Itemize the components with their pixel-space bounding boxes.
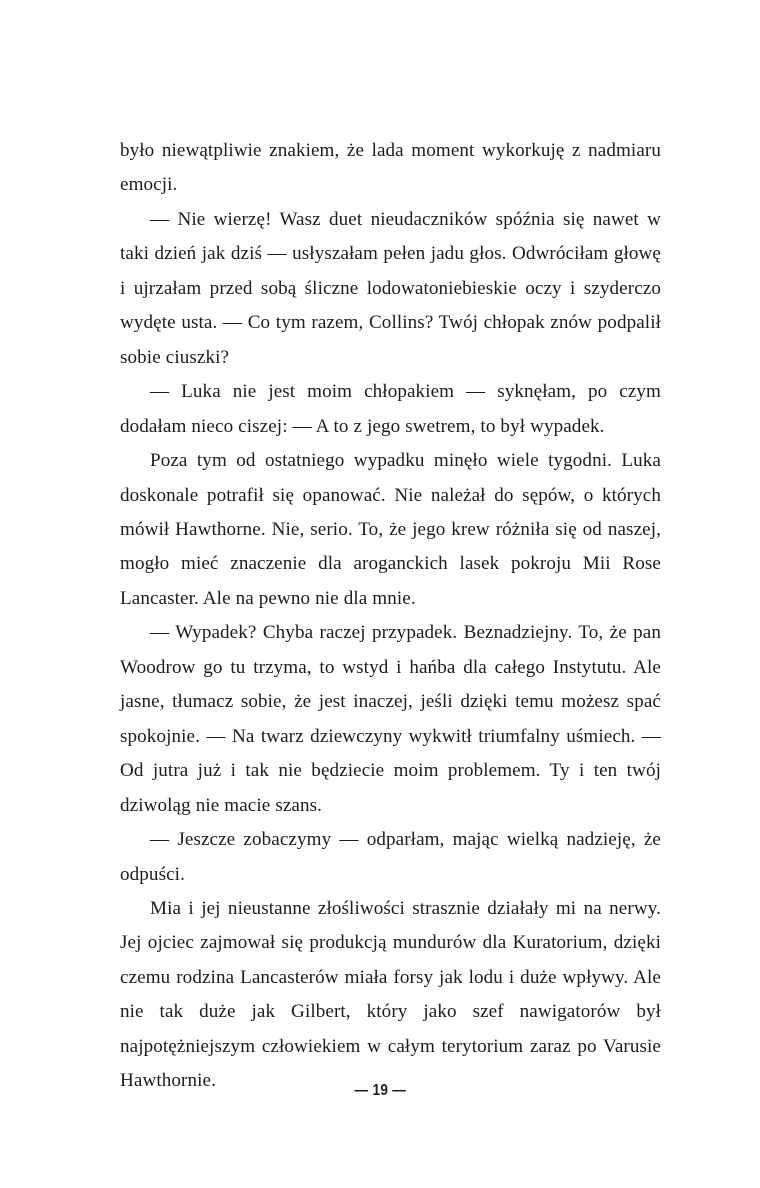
paragraph-dialogue-2: — Luka nie jest moim chłopakiem — syknęłam, po czym dodałam nieco ciszej: — A to z jego swetrem, to był wypadek. [120, 381, 661, 437]
page-number: — 19 — [354, 1082, 406, 1099]
paragraph-narration-1: Poza tym od ostatniego wypadku minęło wiele tygodni. Luka doskonale potrafił się opanować. Nie należał do sępów, o których mówił Hawthorne. Nie, serio. To, że jego krew różniła się od naszej, mogło mieć znaczenie dla aroganckich lasek pokroju Mii Rose Lancaster. Ale na pewno nie dla mnie. [120, 450, 661, 609]
paragraph-dialogue-3: — Wypadek? Chyba raczej przypadek. Beznadziejny. To, że pan Woodrow go tu trzyma, to wstyd i hańba dla całego Instytutu. Ale jasne, tłumacz sobie, że jest inaczej, jeśli dzięki temu możesz spać spokojnie. — Na twarz dziewczyny wykwitł triumfalny uśmiech. — Od jutra już i tak nie będziecie moim problemem. Ty i ten twój dziwoląg nie macie szans. [120, 622, 661, 816]
paragraph-continuation: było niewątpliwie znakiem, że lada moment wykorkuję z nadmiaru emocji. [120, 140, 661, 196]
page-text-block [120, 134, 661, 1099]
paragraph-narration-2: Mia i jej nieustanne złośliwości strasznie działały mi na nerwy. Jej ojciec zajmował się produkcją mundurów dla Kuratorium, dzięki czemu rodzina Lancasterów miała forsy jak lodu i duże wpływy. Ale nie tak duże jak Gilbert, który jako szef nawigatorów był najpotężniejszym człowiekiem w całym terytorium zaraz po Varusie Hawthornie. [120, 897, 661, 1092]
paragraph-dialogue-1: — Nie wierzę! Wasz duet nieudaczników spóźnia się nawet w taki dzień jak dziś — usłyszałam pełen jadu głos. Odwróciłam głowę i ujrzałam przed sobą śliczne lodowatoniebieskie oczy i szyderczo wydęte usta. — Co tym razem, Collins? Twój chłopak znów podpalił sobie ciuszki? [120, 208, 661, 368]
page-footer [0, 1082, 760, 1100]
paragraph-dialogue-4: — Jeszcze zobaczymy — odparłam, mając wielką nadzieję, że odpuści. [120, 829, 661, 885]
